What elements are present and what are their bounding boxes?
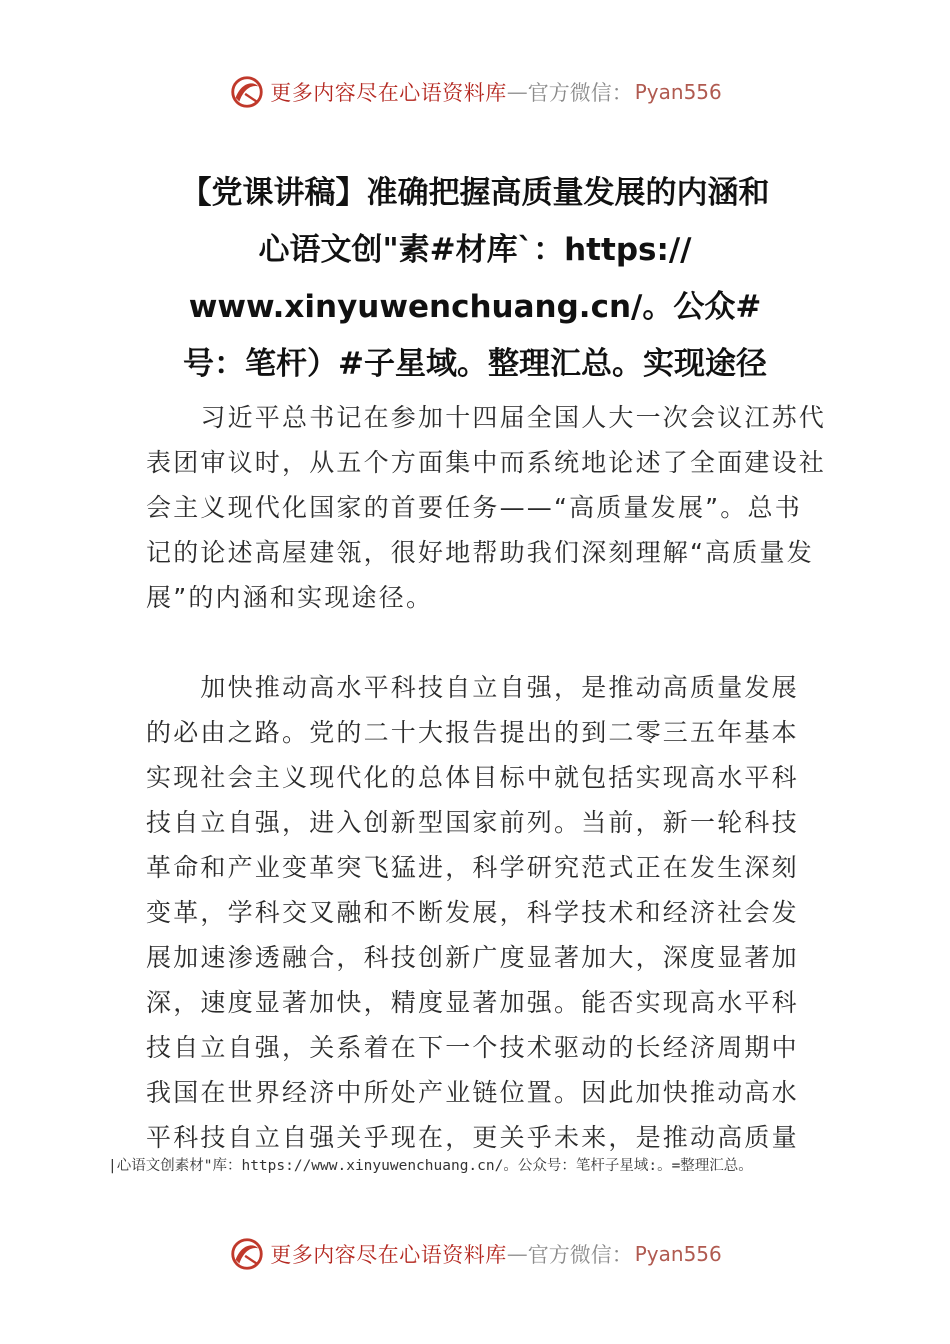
title-line: www.xinyuwenchuang.cn/。公众# bbox=[188, 289, 762, 325]
banner-main-text: 更多内容尽在心语资料库 bbox=[270, 81, 507, 105]
footer-note: |心语文创素材"库：https://www.xinyuwenchuang.cn/。公众号：笔杆子星域:。=整理汇总。 bbox=[108, 1158, 753, 1174]
title-line: 【党课讲稿】准确把握高质量发展的内涵和 bbox=[180, 175, 770, 211]
text-line: 表团审议时，从五个方面集中而系统地论述了全面建设社 bbox=[146, 448, 827, 477]
text-line: 技自立自强，关系着在下一个技术驱动的长经济周期中 bbox=[146, 1033, 799, 1062]
banner-separator: — bbox=[506, 1242, 528, 1266]
text-line: 变革，学科交叉融和不断发展，科学技术和经济社会发 bbox=[146, 898, 799, 927]
text-line: 的必由之路。党的二十大报告提出的到二零三五年基本 bbox=[146, 718, 799, 747]
text-line: 记的论述高屋建瓴，很好地帮助我们深刻理解“高质量发 bbox=[146, 538, 814, 567]
logo-icon bbox=[228, 73, 266, 111]
title-line: 心语文创"素#材库`：https:// bbox=[258, 232, 692, 268]
text-line: 深，速度显著加快，精度显著加强。能否实现高水平科 bbox=[146, 988, 799, 1017]
text-line: 加快推动高水平科技自立自强，是推动高质量发展 bbox=[146, 673, 799, 702]
header-banner bbox=[0, 70, 950, 114]
banner-wechat-id: Pyan556 bbox=[634, 80, 722, 104]
banner-wechat-label: 官方微信： bbox=[527, 1243, 633, 1267]
text-line: 实现社会主义现代化的总体目标中就包括实现高水平科 bbox=[146, 763, 799, 792]
paragraph-spacer bbox=[146, 620, 826, 665]
logo-icon bbox=[228, 1235, 266, 1273]
banner-wechat-id: Pyan556 bbox=[634, 1242, 722, 1266]
text-line: 展”的内涵和实现途径。 bbox=[146, 583, 434, 612]
document-body bbox=[146, 395, 826, 1160]
text-line: 技自立自强，进入创新型国家前列。当前，新一轮科技 bbox=[146, 808, 799, 837]
paragraph-2 bbox=[146, 665, 826, 1160]
text-line: 平科技自立自强关乎现在，更关乎未来，是推动高质量 bbox=[146, 1123, 799, 1152]
text-line: 习近平总书记在参加十四届全国人大一次会议江苏代 bbox=[146, 403, 827, 432]
paragraph-1 bbox=[146, 395, 826, 620]
text-line: 展加速渗透融合，科技创新广度显著加大，深度显著加 bbox=[146, 943, 799, 972]
text-line: 革命和产业变革突飞猛进，科学研究范式正在发生深刻 bbox=[146, 853, 799, 882]
footer-banner bbox=[0, 1232, 950, 1276]
title-line: 号：笔杆）#子星域。整理汇总。实现途径 bbox=[183, 346, 767, 382]
banner-separator: — bbox=[506, 80, 528, 104]
banner-wechat-label: 官方微信： bbox=[527, 81, 633, 105]
document-title bbox=[110, 165, 840, 393]
text-line: 会主义现代化国家的首要任务——“高质量发展”。总书 bbox=[146, 493, 802, 522]
text-line: 我国在世界经济中所处产业链位置。因此加快推动高水 bbox=[146, 1078, 799, 1107]
banner-main-text: 更多内容尽在心语资料库 bbox=[270, 1243, 507, 1267]
